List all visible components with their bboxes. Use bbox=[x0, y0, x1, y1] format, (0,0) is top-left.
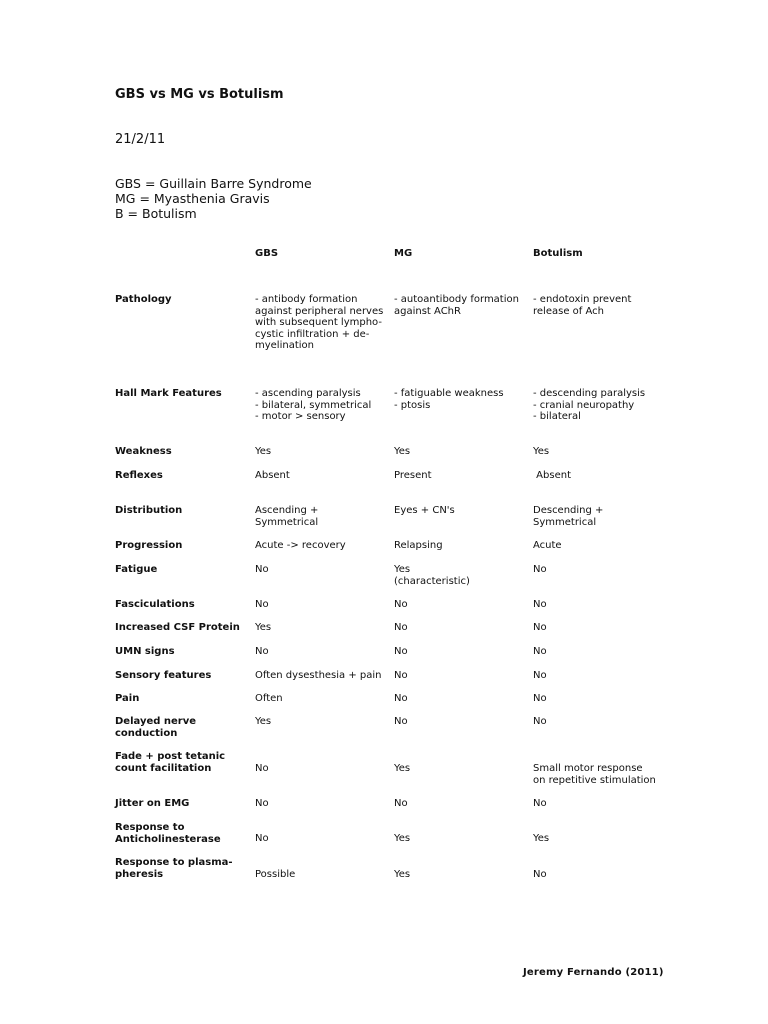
table-row-label: Fade + post tetanic count facilitation bbox=[115, 751, 226, 774]
table-cell-gbs: No bbox=[255, 564, 269, 575]
table-cell-mg: Present bbox=[394, 470, 432, 481]
table-cell-gbs: No bbox=[255, 798, 269, 809]
table-cell-gbs: No bbox=[255, 763, 269, 774]
table-cell-mg: No bbox=[394, 670, 408, 681]
table-cell-gbs: No bbox=[255, 833, 269, 844]
table-row-label: Jitter on EMG bbox=[115, 798, 190, 809]
table-cell-mg: No bbox=[394, 622, 408, 633]
column-header-gbs: GBS bbox=[255, 248, 279, 259]
table-cell-mg: Yes bbox=[394, 446, 411, 457]
table-cell-botulism: No bbox=[533, 599, 547, 610]
table-cell-botulism: Acute bbox=[533, 540, 562, 551]
table-cell-gbs: Yes bbox=[255, 622, 272, 633]
table-row-label: UMN signs bbox=[115, 646, 175, 657]
document-title: GBS vs MG vs Botulism bbox=[115, 87, 284, 102]
abbreviation-mg: MG = Myasthenia Gravis bbox=[115, 191, 270, 206]
table-cell-botulism: No bbox=[533, 622, 547, 633]
table-row-label: Response to Anticholinesterase bbox=[115, 822, 221, 845]
table-cell-gbs: Yes bbox=[255, 716, 272, 727]
document-date: 21/2/11 bbox=[115, 132, 166, 147]
table-row-label: Distribution bbox=[115, 505, 183, 516]
table-cell-gbs: Acute -> recovery bbox=[255, 540, 346, 551]
table-cell-botulism: Descending + Symmetrical bbox=[533, 505, 604, 528]
table-row-label: Pain bbox=[115, 693, 140, 704]
table-cell-mg: No bbox=[394, 599, 408, 610]
table-cell-gbs: No bbox=[255, 646, 269, 657]
table-cell-mg: Yes bbox=[394, 763, 411, 774]
table-cell-mg: Eyes + CN's bbox=[394, 505, 455, 516]
column-header-botulism: Botulism bbox=[533, 248, 583, 259]
table-cell-gbs: Absent bbox=[255, 470, 290, 481]
table-cell-botulism: No bbox=[533, 564, 547, 575]
table-cell-gbs: - ascending paralysis - bilateral, symmetrical - motor > sensory bbox=[255, 388, 372, 422]
table-cell-botulism: - endotoxin prevent release of Ach bbox=[533, 294, 632, 317]
table-cell-mg: Yes bbox=[394, 869, 411, 880]
table-row-label: Fasciculations bbox=[115, 599, 195, 610]
table-row-label: Progression bbox=[115, 540, 183, 551]
table-cell-gbs: Often bbox=[255, 693, 283, 704]
table-cell-mg: Yes (characteristic) bbox=[394, 564, 470, 587]
table-cell-botulism: No bbox=[533, 716, 547, 727]
table-row-label: Reflexes bbox=[115, 470, 163, 481]
table-row-label: Pathology bbox=[115, 294, 172, 305]
table-cell-mg: Relapsing bbox=[394, 540, 443, 551]
table-cell-botulism: No bbox=[533, 798, 547, 809]
table-cell-gbs: Ascending + Symmetrical bbox=[255, 505, 319, 528]
table-cell-mg: No bbox=[394, 646, 408, 657]
table-cell-gbs: Often dysesthesia + pain bbox=[255, 670, 382, 681]
table-cell-botulism: - descending paralysis - cranial neuropathy - bilateral bbox=[533, 388, 646, 422]
table-row-label: Fatigue bbox=[115, 564, 158, 575]
table-cell-gbs: No bbox=[255, 599, 269, 610]
table-row-label: Hall Mark Features bbox=[115, 388, 222, 399]
table-row-label: Response to plasma- pheresis bbox=[115, 857, 233, 880]
table-cell-mg: - fatiguable weakness - ptosis bbox=[394, 388, 504, 411]
document-footer: Jeremy Fernando (2011) bbox=[523, 967, 664, 978]
table-cell-botulism: Small motor response on repetitive stimulation bbox=[533, 763, 656, 786]
table-row-label: Weakness bbox=[115, 446, 172, 457]
table-cell-botulism: Absent bbox=[533, 470, 571, 481]
table-cell-gbs: Yes bbox=[255, 446, 272, 457]
column-header-mg: MG bbox=[394, 248, 413, 259]
abbreviation-b: B = Botulism bbox=[115, 206, 197, 221]
table-cell-botulism: No bbox=[533, 646, 547, 657]
table-cell-botulism: Yes bbox=[533, 446, 550, 457]
table-cell-mg: Yes bbox=[394, 833, 411, 844]
table-cell-gbs: Possible bbox=[255, 869, 296, 880]
table-cell-gbs: - antibody formation against peripheral nerves with subsequent lympho- cystic infiltration + de- myelination bbox=[255, 294, 384, 351]
table-cell-mg: No bbox=[394, 716, 408, 727]
table-cell-botulism: Yes bbox=[533, 833, 550, 844]
table-row-label: Sensory features bbox=[115, 670, 212, 681]
table-cell-botulism: No bbox=[533, 693, 547, 704]
table-row-label: Delayed nerve conduction bbox=[115, 716, 197, 739]
table-cell-mg: No bbox=[394, 798, 408, 809]
table-row-label: Increased CSF Protein bbox=[115, 622, 240, 633]
table-cell-botulism: No bbox=[533, 670, 547, 681]
abbreviation-list bbox=[115, 176, 312, 221]
table-cell-mg: No bbox=[394, 693, 408, 704]
table-cell-botulism: No bbox=[533, 869, 547, 880]
table-cell-mg: - autoantibody formation against AChR bbox=[394, 294, 519, 317]
abbreviation-gbs: GBS = Guillain Barre Syndrome bbox=[115, 176, 312, 191]
